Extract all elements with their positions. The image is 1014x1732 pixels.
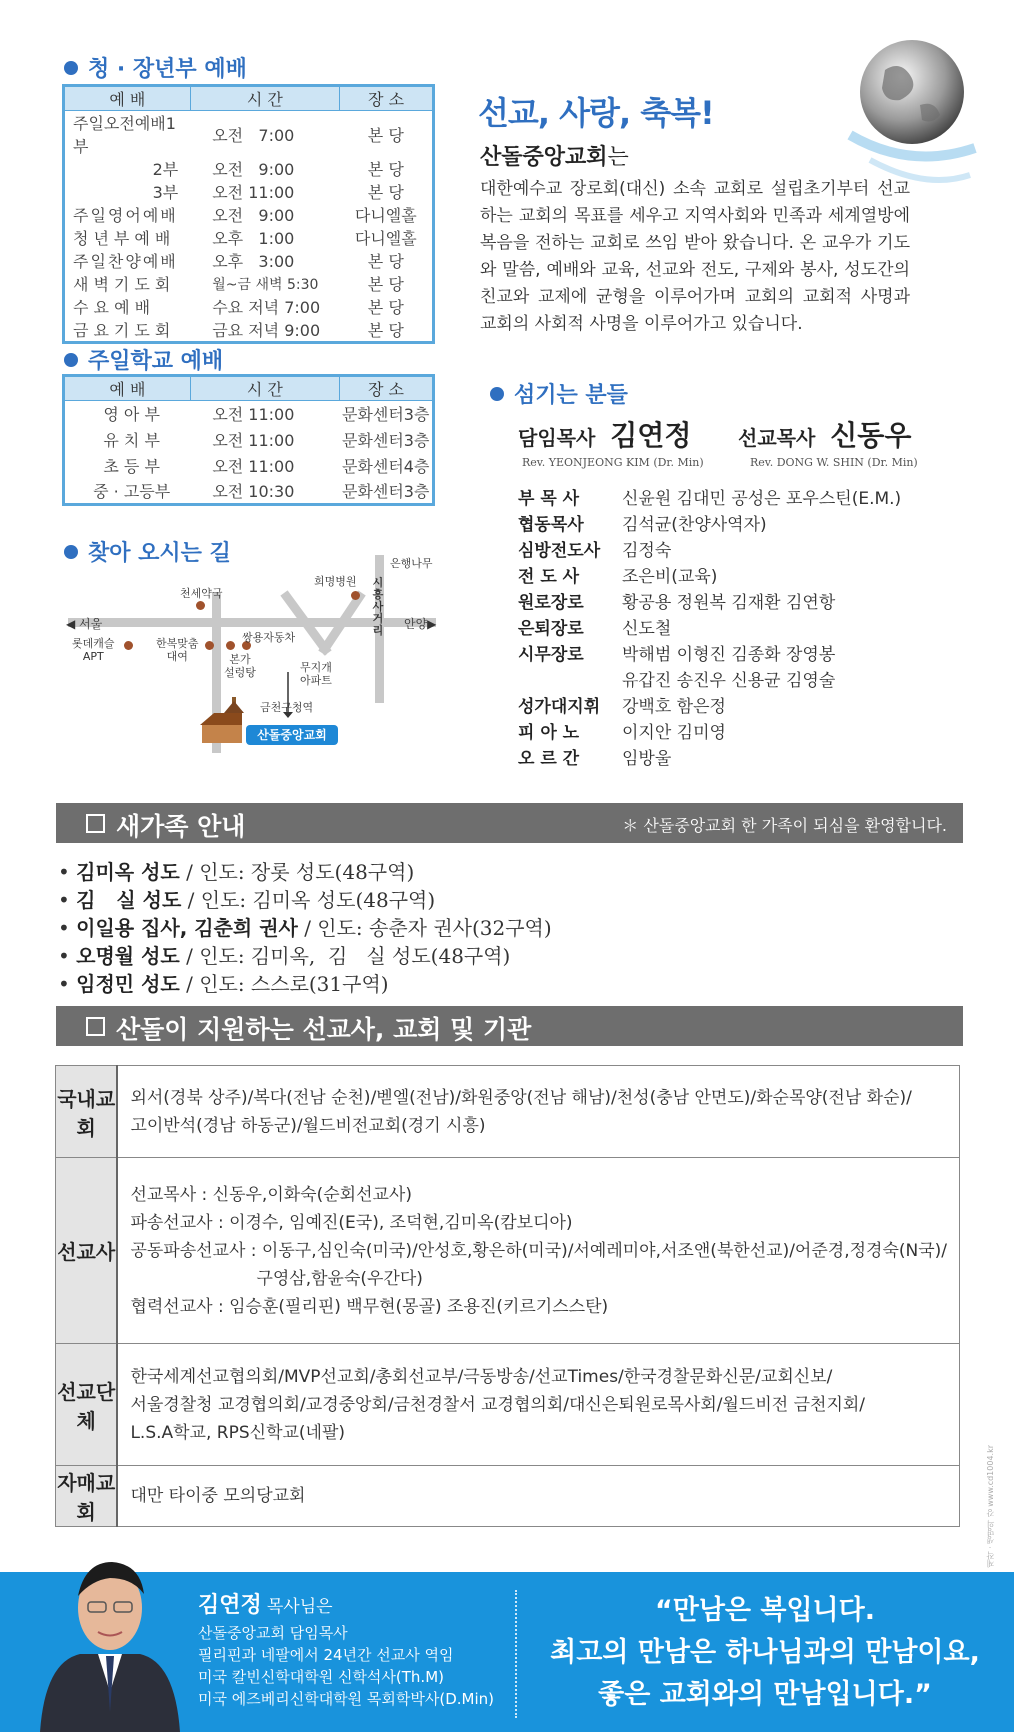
column-header: 예 배 (64, 376, 191, 401)
map-label-eunhaeng: 은행나무 (390, 557, 433, 570)
map-label-hanbok: 한복맞춤 대여 (156, 637, 199, 663)
map-label-siheung: 시흥사거리 (372, 576, 384, 637)
map-label-anyang: 안양▶ (404, 617, 437, 631)
location-map (60, 555, 450, 755)
senior-pastor-english: Rev. YEONJEONG KIM (Dr. Min) (522, 456, 704, 469)
pastor-heading: 김연정 목사님은 (198, 1593, 333, 1618)
footer-divider (515, 1590, 517, 1718)
intro-body: 대한예수교 장로회(대신) 소속 교회로 설립초기부터 선교하는 교회의 목표를 세우고 지역사회와 민족과 세계열방에 복음을 전하는 교회로 쓰임 받아 왔습니다. 온 교우가 기도와 말씀, 예배와 교육, 선교와 전도, 구제와 봉사, 성도간의 친교와 교제에 균형을 이루어가며 교회의 교회적 사명과 교회의 사회적 사명을 이루어가고 있습니다. (480, 179, 910, 334)
map-label-ssangyong: 쌍용자동차 (242, 631, 296, 644)
new-family-title: 새가족 안내 (116, 812, 246, 841)
bullet-icon (64, 353, 78, 367)
map-marker (226, 641, 235, 650)
table-row: 주일영어예배 오전 9:00 다니엘홀 (73, 206, 417, 225)
table-row: 금요기도회 금요 저녁 9:00 본 당 (73, 321, 404, 340)
pastor-photo (40, 1542, 180, 1732)
new-family-header (56, 803, 963, 843)
map-label-lotte: 롯데캐슬 APT (72, 637, 115, 663)
list-item: • 김미옥 성도 / 인도: 장롯 성도(48구역) (58, 860, 415, 884)
bullet-icon (490, 387, 504, 401)
map-marker (124, 641, 133, 650)
column-header: 시 간 (190, 86, 339, 111)
sunday-school-title: 주일학교 예배 (64, 344, 223, 375)
mission-pastor: 선교목사 신동우 (738, 419, 912, 452)
table-row: 청년부예배 오후 1:00 다니엘홀 (73, 229, 417, 248)
map-label-cheonse: 천세약국 (180, 587, 223, 600)
globe-icon (840, 30, 980, 195)
column-header: 장 소 (339, 376, 433, 401)
table-row: 주일오전예배1부 오전 7:00 본 당 (73, 114, 404, 156)
youth-service-table (62, 84, 435, 344)
table-row: 새벽기도회 월~금 새벽 5:30 본 당 (73, 275, 404, 294)
intro-heading: 산돌중앙교회는 (480, 145, 629, 170)
support-title: 산돌이 지원하는 선교사, 교회 및 기관 (116, 1015, 532, 1044)
footer-quote: “만남은 복입니다. 최고의 만남은 하나님과의 만남이요, 좋은 교회와의 만남입니다.” (550, 1595, 980, 1710)
side-credit: 제작 · 생명의 강 www.cd1004.kr (986, 1445, 995, 1568)
map-label-heemyung: 희명병원 (314, 575, 357, 588)
map-marker (196, 601, 205, 610)
checkbox-square-icon (86, 1017, 105, 1036)
church-name: 산돌중앙교회 (480, 145, 608, 170)
table-row: 영 아 부 오전 11:00 문화센터3층 (103, 405, 430, 425)
mission-pastor-english: Rev. DONG W. SHIN (Dr. Min) (750, 456, 918, 469)
column-header: 예 배 (64, 86, 191, 111)
bullet-icon (64, 61, 78, 75)
new-family-note: ＊ 산돌중앙교회 한 가족이 되심을 환영합니다. (622, 816, 947, 835)
support-header (56, 1006, 963, 1046)
table-row: 수 요 예 배 수요 저녁 7:00 본 당 (73, 298, 404, 317)
footer-banner (0, 1572, 1014, 1732)
senior-pastor: 담임목사 김연정 (518, 419, 692, 452)
map-label-mujigae: 무지개 아파트 (300, 661, 332, 687)
sunday-school-table (62, 374, 435, 506)
staff-title: 섬기는 분들 (490, 378, 628, 409)
list-item: • 김 실 성도 / 인도: 김미옥 성도(48구역) (58, 888, 436, 912)
table-row: 3부 오전 11:00 본 당 (152, 183, 404, 202)
table-row: 자매교회 대만 타이중 모의당교회 (56, 1466, 960, 1527)
column-header: 장 소 (340, 86, 434, 111)
table-header-row (64, 376, 434, 401)
table-row: 초 등 부 오전 11:00 문화센터4층 (103, 457, 430, 476)
checkbox-square-icon (86, 814, 105, 833)
table-row: 선교단체 한국세계선교협의회/MVP선교회/총회선교부/극동방송/선교Times/한국경찰문화신문/교회신보/ 서울경찰청 교경협의회/교경중앙회/금천경찰서 교경협의회/대신은퇴원로목사회/월드비전 금천지회/ L.S.A학교, RPS신학교(네팔) (56, 1344, 960, 1466)
table-header-row (64, 86, 434, 111)
table-row: 국내교회 외서(경북 상주)/복다(전남 순천)/벧엘(전남)/화원중앙(전남 해남)/천성(충남 안면도)/화순목양(전남 화순)/ 고이반석(경남 하동군)/월드비전교회(경기 시흥) (56, 1066, 960, 1158)
pastor-bio: 산돌중앙교회 담임목사 필리핀과 네팔에서 24년간 선교사 역임 미국 칼빈신학대학원 신학석사(Th.M) 미국 에즈베리신학대학원 목회학박사(D.Min) (198, 1624, 495, 1708)
slogan: 선교, 사랑, 축복! (478, 94, 714, 132)
table-row: 중 · 고등부 오전 10:30 문화센터3층 (93, 482, 430, 502)
map-label-seoul: ◀ 서울 (66, 617, 103, 631)
list-item: • 오명월 성도 / 인도: 김미옥, 김 실 성도(48구역) (58, 944, 511, 968)
map-marker (205, 641, 214, 650)
church-map-label: 산돌중앙교회 (246, 725, 338, 745)
map-label-geumcheon: 금천구청역 (260, 701, 314, 714)
list-item: • 임정민 성도 / 인도: 스스로(31구역) (58, 972, 389, 996)
map-label-bonga: 본가 설렁탕 (224, 653, 256, 679)
table-row: 선교사 선교목사 : 신동우,이화숙(순회선교사) 파송선교사 : 이경수, 임예진(E국), 조덕현,김미옥(캄보디아) 공동파송선교사 : 이동구,심인숙(미국)/안성호,황은하(미국)/서예레미야,서조앤(북한선교)/어준경,정경숙(N국)/ 구영삼,함윤숙(우간다) 협력선교사 : 임승훈(필리핀) 백무현(몽골) 조용진(키르기스스탄) (56, 1158, 960, 1344)
table-row: 주일찬양예배 오후 3:00 본 당 (73, 252, 404, 271)
table-row: 2부 오전 9:00 본 당 (152, 160, 404, 179)
list-item: • 이일용 집사, 김춘희 권사 / 인도: 송춘자 권사(32구역) (58, 916, 552, 940)
youth-service-title: 청 · 장년부 예배 (64, 52, 247, 83)
directions-title: 찾아 오시는 길 (64, 536, 231, 567)
column-header: 시 간 (190, 376, 339, 401)
support-table (55, 1065, 960, 1527)
table-row: 유 치 부 오전 11:00 문화센터3층 (103, 431, 430, 450)
map-marker (351, 591, 360, 600)
